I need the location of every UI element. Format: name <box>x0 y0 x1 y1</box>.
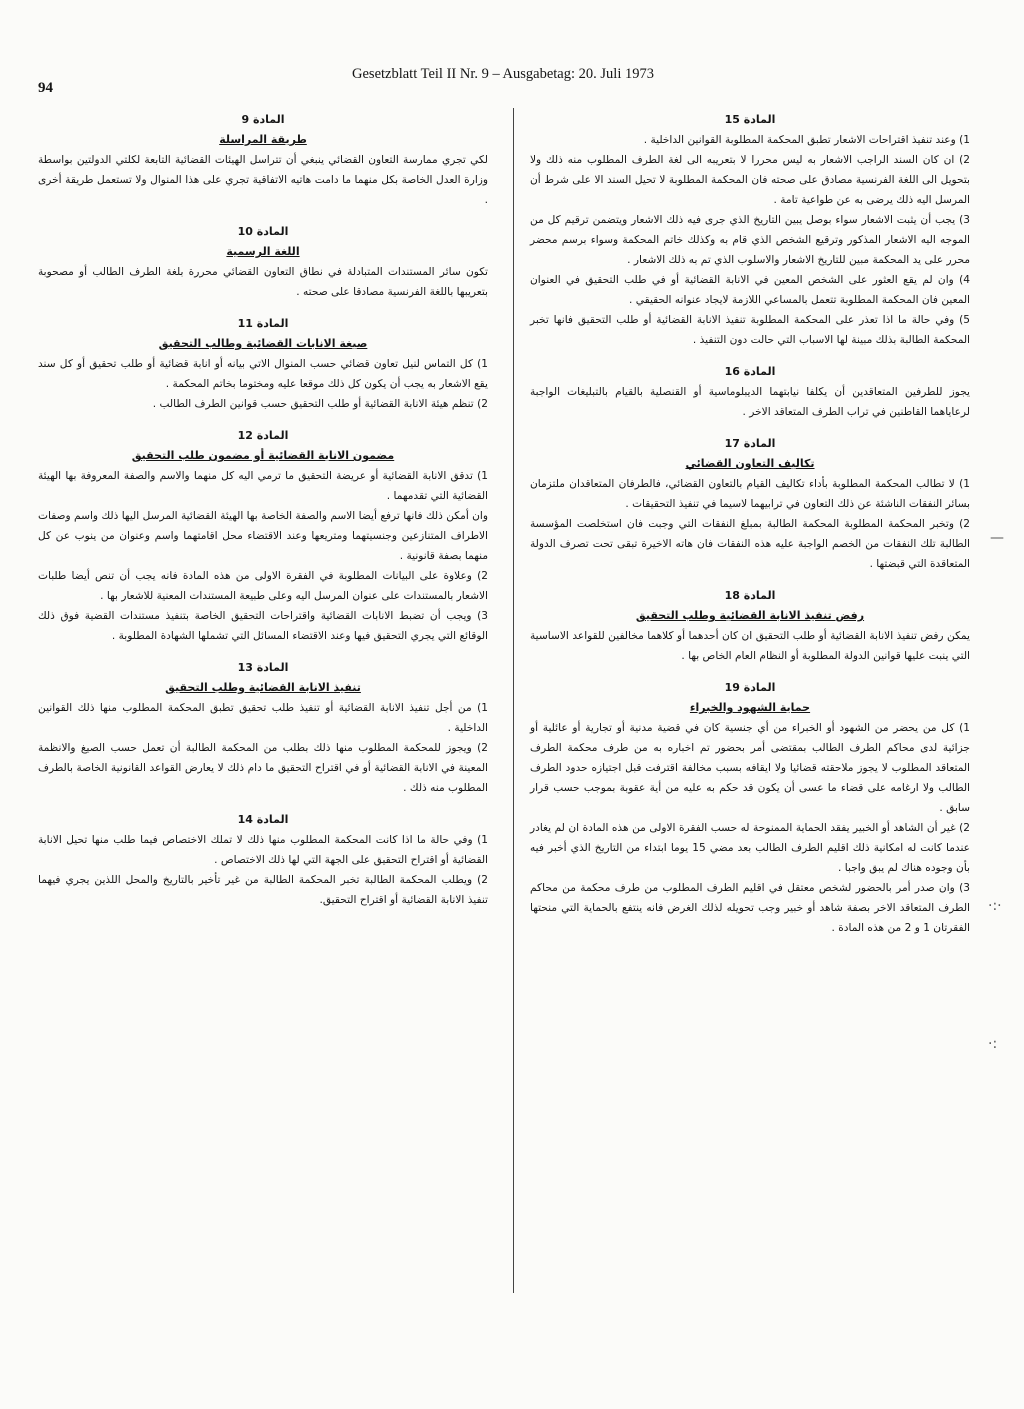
article-paragraph: 5) وفي حالة ما اذا تعذر على المحكمة المطلوبة تنفيذ الانابة القضائية أو طلب التحقيق فانها تخبر المحكمة الطالبة بذلك مبينة لها الاسباب التي حالت دون التنفيذ . <box>530 314 970 346</box>
article <box>38 314 488 414</box>
article-paragraph: وان أمكن ذلك فانها ترفع أيضا الاسم والصفة الخاصة بها الهيئة القضائية المرسل اليها ذلك واسم وصفات الاطراف المتنازعين وجنسيتهما ومتريعها وعند الاقتضاء محل اقامتهما واسم وعنوان من ينوب عن كل منهما بصفة قانونية . <box>38 510 488 562</box>
margin-mark: — <box>990 530 1004 546</box>
article-paragraph: 1) وعند تنفيذ اقتراحات الاشعار تطبق المحكمة المطلوبة القوانين الداخلية . <box>643 134 970 146</box>
running-head: Gesetzblatt Teil II Nr. 9 – Ausgabetag: 20. Juli 1973 <box>352 66 654 82</box>
margin-mark: ·:· <box>988 898 1002 914</box>
article-gap <box>38 302 488 314</box>
article-number: المادة 16 <box>724 365 776 378</box>
article-gap <box>38 910 488 922</box>
article-title: تكاليف التعاون القضائي <box>685 457 815 470</box>
article <box>38 222 488 302</box>
article-number: المادة 18 <box>724 589 776 602</box>
page-number: 94 <box>38 80 53 96</box>
column-divider <box>513 108 514 1293</box>
article <box>38 658 488 798</box>
article-paragraph: 2) ويطلب المحكمة الطالبة تخبر المحكمة الطالبة من غير تأخير بالتاريخ والمحل اللذين يجري فيهما تنفيذ الانابة القضائية أو اقتراح التحقيق. <box>38 874 488 906</box>
article-number: المادة 11 <box>237 317 289 330</box>
article-gap <box>530 422 970 434</box>
article <box>530 678 970 938</box>
article-gap <box>38 798 488 810</box>
article-number: المادة 9 <box>241 113 285 126</box>
article-title: حماية الشهود والخبراء <box>689 701 811 714</box>
article-paragraph: 3) ويجب أن تضبط الانابات القضائية واقتراحات التحقيق الخاصة بتنفيذ مستندات القضية فوق ذلك الوقائع التي يجري التحقيق فيها وعند الاقتضاء المسائل التي تشملها الشهادة المطلوبة . <box>38 610 488 642</box>
article-title: اللغة الرسمية <box>226 245 300 258</box>
article-number: المادة 19 <box>724 681 776 694</box>
article <box>530 110 970 350</box>
article-gap <box>530 666 970 678</box>
article-paragraph: 1) كل من يحضر من الشهود أو الخبراء من أي جنسية كان في قضية مدنية أو تجارية أو عائلية أو جزائية لدى محاكم الطرف الطالب بمقتضى أمر بحضور تم اخباره به من طرف محكمة الطرف المتعاقد المطلوب لا يجوز ملاحقته قضائيا ولا ايقافه بسبب مخالفة اقترفت قبل اجتيازه حدود الطرف الطالب ولا ارغامه على قضاء ما عسى أن يكون قد حكم به عليه من أية عقوبة بموجب حسب قرار سابق . <box>530 722 970 814</box>
article-paragraph: يجوز للطرفين المتعاقدين أن يكلفا نيابتهما الديبلوماسية أو القنصلية بالقيام بالتبليغات الواجبة لرعاياهما القاطنين في تراب الطرف المتعاقد الاخر . <box>530 386 970 418</box>
article-paragraph: 2) غير أن الشاهد أو الخبير يفقد الحماية الممنوحة له حسب الفقرة الاولى من هذه المادة ان لم يغادر عندما كانت له امكانية ذلك اقليم الطرف الطالب بعد مضي 15 يوما ابتداء من التاريخ الذي أخبر فيه بأن وجوده هناك لم يبق واجبا . <box>530 822 970 874</box>
article-paragraph: لكي تجري ممارسة التعاون القضائي ينبغي أن تتراسل الهيئات القضائية التابعة لكلتي الدولتين بواسطة وزارة العدل الخاصة بكل منهما ما دامت هاتيه الاتفاقية تجري على هذا المنوال ولا تستعمل طريقة أخرى . <box>38 154 488 206</box>
article-paragraph: 2) وعلاوة على البيانات المطلوبة في الفقرة الاولى من هذه المادة فانه يجب أن تنص أيضا طلبات الاشعار بالمستندات على عنوان المرسل اليه وعلى طبيعة المستندات المعنية للاشعار بها . <box>38 570 488 602</box>
article-number: المادة 17 <box>724 437 776 450</box>
left-column <box>38 110 488 922</box>
article-paragraph: 2) ويجوز للمحكمة المطلوب منها ذلك بطلب من المحكمة الطالبة أن تعمل حسب الصيغ والانظمة المعينة في الانابة القضائية أو في اقتراح التحقيق ما دام ذلك لا يعارض القواعد القانونية الخاصة بالطرف المطلوب منه ذلك . <box>38 742 488 794</box>
article-number: المادة 13 <box>237 661 289 674</box>
article-number: المادة 15 <box>724 113 776 126</box>
article <box>38 110 488 210</box>
article-number: المادة 10 <box>237 225 289 238</box>
article-gap <box>38 414 488 426</box>
article-title: مضمون الانابة القضائية أو مضمون طلب التحقيق <box>131 449 395 462</box>
article-title: رفض تنفيذ الانابة القضائية وطلب التحقيق <box>635 609 865 622</box>
article <box>38 810 488 910</box>
article-paragraph: 1) كل التماس لنيل تعاون قضائي حسب المنوال الاتي بيانه أو انابة قضائية أو طلب تحقيق أو كل سند يقع الاشعار به يجب أن يكون كل ذلك موقعا عليه ومختوما بخاتم المحكمة . <box>38 358 488 390</box>
article-title: صيغة الانابات القضائية وطالب التحقيق <box>158 337 368 350</box>
article-paragraph: 3) وان صدر أمر بالحضور لشخص معتقل في اقليم الطرف المطلوب من طرف محكمة من محاكم الطرف المتعاقد الاخر بصفة شاهد أو خبير وجب تحويله لذلك الغرض فانه ينتفع بالحماية التي منحتها الفقرتان 1 و 2 من هذه المادة . <box>530 882 970 934</box>
article-paragraph: 1) تدقق الانابة القضائية أو عريضة التحقيق ما ترمي اليه كل منهما والاسم والصفة المعروفة بها الهيئة القضائية التي تقدمهما . <box>38 470 488 502</box>
article-number: المادة 12 <box>237 429 289 442</box>
article-title: تنفيذ الانابة القضائية وطلب التحقيق <box>165 681 361 694</box>
article-title: طريقة المراسلة <box>219 133 307 146</box>
article-paragraph: 2) وتخبر المحكمة المطلوبة المحكمة الطالبة بمبلغ النفقات التي وجبت فان استخلصت المؤسسة الطالبة تلك النفقات من الخصم الواجبة عليه هذه النفقات فان هاته الاخيرة تبقى تحت تصرف الدولة المتعاقدة التي قبضتها . <box>530 518 970 570</box>
article-paragraph: يمكن رفض تنفيذ الانابة القضائية أو طلب التحقيق ان كان أحدهما أو كلاهما مخالفين للقواعد الاساسية التي ينبت عليها قوانين الدولة المطلوبة أو النظام العام الخاص بها . <box>530 630 970 662</box>
article <box>530 362 970 422</box>
article-paragraph: 3) يجب أن يثبت الاشعار سواء بوصل يبين التاريخ الذي جرى فيه ذلك الاشعار ويتضمن ترقيم كل من الموجه اليه الاشعار المذكور وترقيع الشخص الذي قام به وكذلك خاتم المحكمة وسواء برسم محضر محرر على يد المحكمة مبين للتاريخ الاشعار والاسلوب الذي تم به ذلك الاشعار . <box>530 214 970 266</box>
article-paragraph: 4) وان لم يقع العثور على الشخص المعين في الانابة القضائية أو في طلب التحقيق في العنوان المعين فان المحكمة المطلوبة تتعمل بالمساعي اللازمة لايجاد عنوانه الحقيقي . <box>530 274 970 306</box>
article-number: المادة 14 <box>237 813 289 826</box>
article-paragraph: 2) تنظم هيئة الانابة القضائية أو طلب التحقيق حسب قوانين الطرف الطالب . <box>152 398 488 410</box>
article-gap <box>38 646 488 658</box>
article-paragraph: 2) ان كان السند الراجب الاشعار به ليس محررا لا بتعريبه الى لغة الطرف المطلوب منه ذلك ولا بتحويل الى اللغة الفرنسية مصادق على صحته فان المحكمة المطلوبة لا تحيل السند الا على شرط أن المرسل اليه ذلك يرضى به عن طواعية تامة . <box>530 154 970 206</box>
article-gap <box>530 938 970 950</box>
article-gap <box>38 210 488 222</box>
article-paragraph: تكون سائر المستندات المتبادلة في نطاق التعاون القضائي محررة بلغة الطرف الطالب أو مصحوبة بتعريبها باللغة الفرنسية مصادقا على صحته . <box>38 266 488 298</box>
article <box>530 434 970 574</box>
article-gap <box>530 574 970 586</box>
article-paragraph: 1) من أجل تنفيذ الانابة القضائية أو تنفيذ طلب تحقيق تطبق المحكمة المطلوب منها ذلك القوانين الداخلية . <box>38 702 488 734</box>
article <box>530 586 970 666</box>
margin-mark: ·: <box>988 1036 998 1052</box>
article <box>38 426 488 646</box>
article-paragraph: 1) وفي حالة ما اذا كانت المحكمة المطلوب منها ذلك لا تملك الاختصاص فيما طلب منها تحيل الانابة القضائية أو اقتراح التحقيق على الجهة التي لها ذلك الاختصاص . <box>38 834 488 866</box>
article-paragraph: 1) لا تطالب المحكمة المطلوبة بأداء تكاليف القيام بالتعاون القضائي، فالطرفان المتعاقدان ملتزمان بسائر النفقات الناشئة عن ذلك التعاون في ترابيهما لاسيما في تنفيذ التحقيقات . <box>530 478 970 510</box>
right-column <box>530 110 970 950</box>
article-gap <box>530 350 970 362</box>
